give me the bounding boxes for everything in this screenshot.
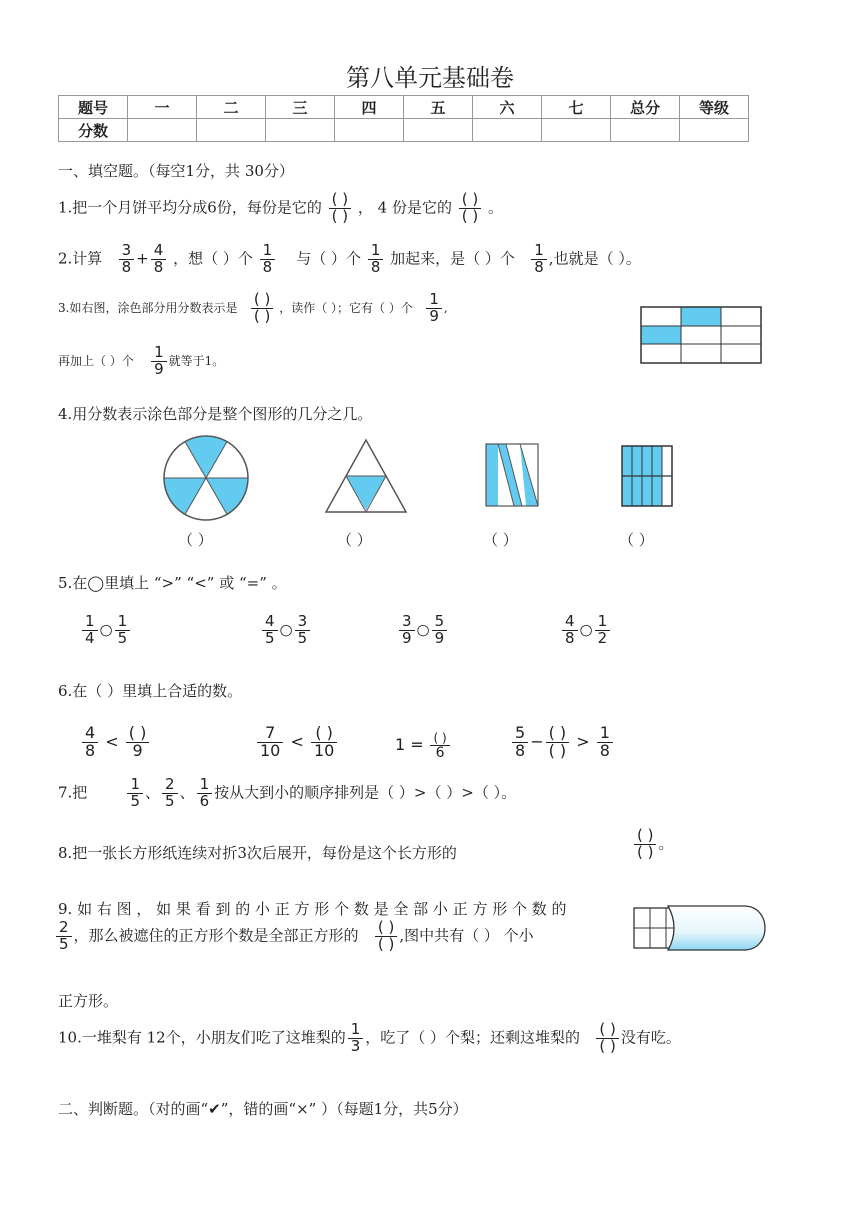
- circle-figure: [160, 432, 252, 524]
- fraction: $\frac{1}{9}$: [151, 345, 167, 378]
- q6-equation: 1 = $\frac{( )}{6}$: [395, 732, 452, 760]
- q8-answer: $\frac{( )}{( )}$ 。: [632, 828, 674, 861]
- question-3: 3.如右图，涂色部分用分数表示是 $\frac{( )}{( )}$ ，读作（ ）；它有（ ）个 $\frac{1}{9}$ ,: [58, 290, 448, 325]
- q6-inequality: $\frac{5}{8}$ − $\frac{( )}{( )}$ > $\frac{1}{8}$: [510, 725, 615, 760]
- cell-header: 七: [542, 96, 611, 119]
- fraction: $\frac{1}{8}$: [531, 243, 547, 276]
- q6-inequality: $\frac{7}{10}$ < $\frac{( )}{10}$: [255, 725, 339, 760]
- question-9-line2: $\frac{2}{5}$ ，那么被遮住的正方形个数是全部正方形的 $\frac{( )}{( )}$ ,图中共有（ ） 个小: [54, 920, 534, 953]
- score-cell[interactable]: [473, 119, 542, 142]
- question-1: 1.把一个月饼平均分成6份，每份是它的 $\frac{( )}{( )}$ ， 4 份是它的 $\frac{( )}{( )}$ 。: [58, 190, 504, 225]
- q4-answer-blank[interactable]: （ ）: [337, 531, 372, 549]
- q5-comparison: $\frac{4}{8}$ ○ $\frac{1}{2}$: [560, 614, 612, 647]
- q3-grid-figure: [640, 305, 762, 365]
- question-8: 8.把一张长方形纸连续对折3次后展开，每份是这个长方形的: [58, 844, 457, 862]
- answer-fraction[interactable]: $\frac{( )}{9}$: [126, 725, 150, 760]
- question-4: 4.用分数表示涂色部分是整个图形的几分之几。: [58, 405, 373, 423]
- rectangle-figure: [620, 444, 674, 508]
- q4-answer-blank[interactable]: （ ）: [483, 531, 518, 549]
- answer-fraction[interactable]: $\frac{( )}{( )}$: [251, 292, 273, 325]
- score-table-score-row: [59, 119, 749, 142]
- question-9-line3: 正方形。: [58, 992, 119, 1010]
- page-title: 第八单元基础卷: [346, 64, 514, 92]
- score-cell[interactable]: [542, 119, 611, 142]
- score-cell[interactable]: [266, 119, 335, 142]
- score-cell[interactable]: [611, 119, 680, 142]
- fraction: $\frac{4}{8}$: [151, 243, 167, 276]
- q1-text: 1.把一个月饼平均分成6份，每份是它的: [58, 198, 322, 217]
- cell-score-label: 分数: [59, 119, 128, 142]
- section1-heading: 一、填空题。（每空1分，共 30分）: [58, 162, 294, 180]
- triangle-figure: [322, 438, 412, 516]
- answer-fraction[interactable]: $\frac{( )}{( )}$: [329, 192, 351, 225]
- q5-comparison: $\frac{3}{9}$ ○ $\frac{5}{9}$: [397, 614, 449, 647]
- section2-heading: 二、判断题。（对的画“✔”，错的画“×” ）（每题1分，共5分）: [58, 1100, 468, 1118]
- score-cell[interactable]: [404, 119, 473, 142]
- answer-fraction[interactable]: $\frac{( )}{( )}$: [459, 192, 481, 225]
- answer-fraction[interactable]: $\frac{( )}{( )}$: [546, 725, 570, 760]
- score-cell[interactable]: [197, 119, 266, 142]
- cell-header: 总分: [611, 96, 680, 119]
- cell-header: 等级: [680, 96, 749, 119]
- q4-answer-blank[interactable]: （ ）: [619, 531, 654, 549]
- cover-shape: [668, 906, 765, 950]
- score-cell[interactable]: [335, 119, 404, 142]
- q9-covered-squares-figure: [632, 900, 768, 954]
- cell-header: 三: [266, 96, 335, 119]
- fraction: $\frac{3}{8}$: [119, 243, 135, 276]
- fraction: $\frac{1}{8}$: [368, 243, 384, 276]
- score-table-header-row: [59, 96, 749, 119]
- compare-circle[interactable]: ○: [579, 620, 593, 639]
- question-5: 5.在◯里填上 “>” “<” 或 “=” 。: [58, 574, 287, 592]
- q5-comparison: $\frac{1}{4}$ ○ $\frac{1}{5}$: [80, 614, 132, 647]
- fraction: $\frac{1}{8}$: [260, 243, 276, 276]
- shaded-cell: [641, 326, 681, 344]
- cell-header: 二: [197, 96, 266, 119]
- question-3-continued: 再加上（ ）个 $\frac{1}{9}$ 就等于1。: [58, 343, 225, 378]
- question-10: 10.一堆梨有 12个，小朋友们吃了这堆梨的 $\frac{1}{3}$ ，吃了（ ）个梨；还剩这堆梨的 $\frac{( )}{( )}$ 没有吃。: [58, 1020, 681, 1055]
- question-6: 6.在（ ）里填上合适的数。: [58, 682, 243, 700]
- cell-header: 四: [335, 96, 404, 119]
- shaded-cell: [681, 307, 721, 326]
- compare-circle[interactable]: ○: [416, 620, 430, 639]
- compare-circle[interactable]: ○: [99, 620, 113, 639]
- score-table: [58, 95, 749, 142]
- cell-header: 五: [404, 96, 473, 119]
- answer-fraction[interactable]: $\frac{( )}{10}$: [311, 725, 337, 760]
- answer-fraction[interactable]: $\frac{( )}{( )}$: [375, 920, 397, 953]
- score-cell[interactable]: [128, 119, 197, 142]
- q4-answer-blank[interactable]: （ ）: [178, 531, 213, 549]
- cell-header: 题号: [59, 96, 128, 119]
- question-9-line1: 9. 如 右 图 ， 如 果 看 到 的 小 正 方 形 个 数 是 全 部 小 正 方 形 个 数 的: [58, 900, 567, 918]
- score-cell[interactable]: [680, 119, 749, 142]
- compare-circle[interactable]: ○: [279, 620, 293, 639]
- q5-comparison: $\frac{4}{5}$ ○ $\frac{3}{5}$: [260, 614, 312, 647]
- cell-header: 六: [473, 96, 542, 119]
- question-7: 7.把 $\frac{1}{5}$ 、 $\frac{2}{5}$ 、 $\frac{1}{6}$ 按从大到小的顺序排列是（ ）>（ ）>（ ）。: [58, 775, 517, 810]
- cell-header: 一: [128, 96, 197, 119]
- parallelogram-figure: [484, 442, 544, 508]
- answer-fraction[interactable]: $\frac{( )}{6}$: [430, 732, 449, 760]
- answer-fraction[interactable]: $\frac{( )}{( )}$: [596, 1022, 618, 1055]
- q6-inequality: $\frac{4}{8}$ < $\frac{( )}{9}$: [80, 725, 151, 760]
- fraction: $\frac{1}{9}$: [426, 292, 442, 325]
- answer-fraction[interactable]: $\frac{( )}{( )}$: [634, 828, 656, 861]
- question-2: 2.计算 $\frac{3}{8}$ + $\frac{4}{8}$ ，想（ ）个 $\frac{1}{8}$ 与（ ）个 $\frac{1}{8}$ 加起来，是（ ）个 $\frac{1}{8}$ ,也就是（ ）。: [58, 241, 641, 276]
- q1-text: ， 4 份是它的: [357, 198, 452, 217]
